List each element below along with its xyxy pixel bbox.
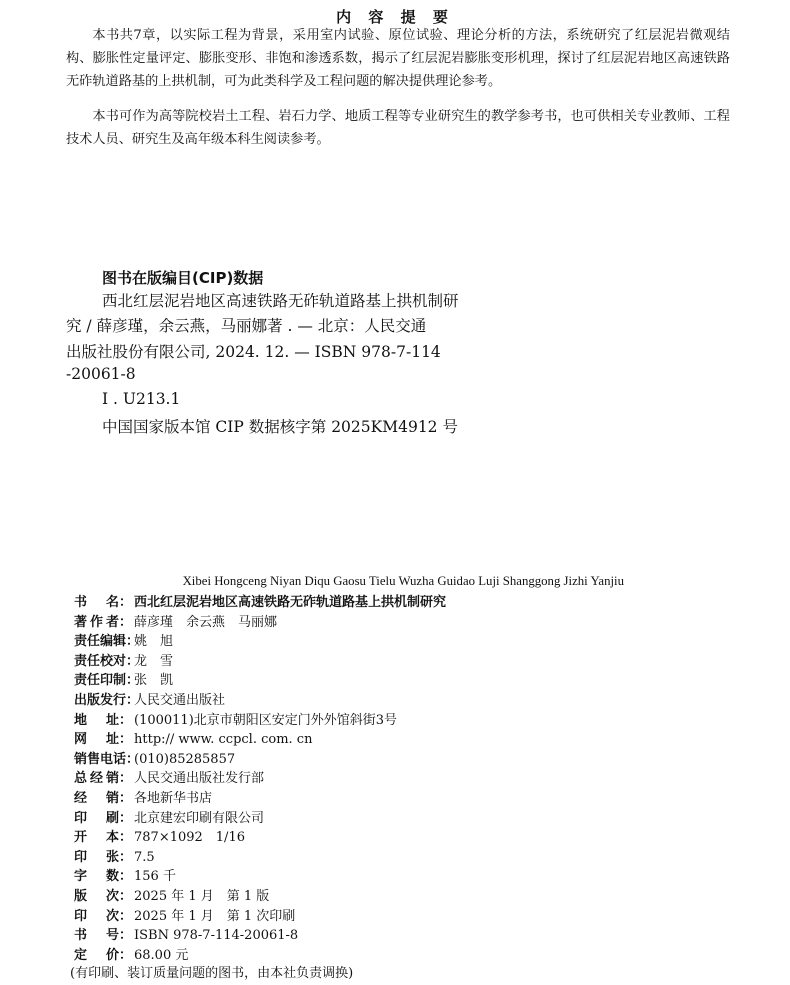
info-row bbox=[74, 711, 397, 731]
info-label-part: 开 bbox=[74, 830, 88, 846]
info-row bbox=[74, 593, 446, 613]
info-value: 7.5 bbox=[134, 849, 155, 865]
info-label-part: 次： bbox=[105, 908, 132, 924]
info-label-part: 销： bbox=[105, 791, 132, 806]
info-label bbox=[74, 828, 132, 848]
info-row bbox=[74, 769, 264, 789]
info-label bbox=[74, 652, 140, 672]
info-label-part: 址： bbox=[105, 712, 132, 728]
info-row bbox=[74, 613, 277, 633]
info-label bbox=[74, 593, 132, 613]
info-label bbox=[74, 632, 140, 652]
info-row bbox=[74, 828, 245, 848]
info-row bbox=[74, 652, 173, 672]
info-label bbox=[74, 907, 132, 927]
info-value: (100011)北京市朝阳区安定门外外馆斜街3号 bbox=[134, 712, 398, 728]
info-label-part: 张： bbox=[105, 849, 132, 865]
info-label-part: 地 bbox=[74, 712, 88, 728]
info-row bbox=[74, 926, 298, 946]
info-label bbox=[74, 671, 140, 691]
info-label-part: 定 bbox=[74, 947, 88, 963]
summary-paragraph-1: 本书共7章，以实际工程为背景，采用室内试验、原位试验、理论分析的方法，系统研究了红层泥岩微观结构、膨胀性定量评定、膨胀变形、非饱和渗透系数，揭示了红层泥岩膨胀变形机理，探讨了红层泥岩地区高速铁路无砟轨道路基的上拱机制，可为此类科学及工程问题的解决提供理论参考。 bbox=[66, 28, 730, 89]
info-label-part: 责任校对： bbox=[74, 653, 140, 669]
info-value: 人民交通出版社发行部 bbox=[134, 771, 265, 787]
info-label bbox=[74, 867, 132, 887]
cip-line-4: -20061-8 bbox=[66, 365, 136, 383]
cip-line-1: 西北红层泥岩地区高速铁路无砟轨道路基上拱机制研 bbox=[102, 292, 459, 310]
info-value: 2025 年 1 月 第 1 次印刷 bbox=[134, 908, 296, 924]
cip-line-6: 中国国家版本馆 CIP 数据核字第 2025KM4912 号 bbox=[102, 418, 458, 436]
cip-line-5: Ⅰ . U213.1 bbox=[102, 390, 181, 408]
info-value: 787×1092 1/16 bbox=[134, 830, 245, 846]
info-value: http:// www. ccpcl. com. cn bbox=[134, 732, 313, 748]
info-label-part: 责任编辑： bbox=[74, 634, 140, 650]
info-label-part: 责任印制： bbox=[74, 673, 140, 689]
info-label-part: 印 bbox=[74, 849, 88, 865]
summary-heading: 内 容 提 要 bbox=[336, 8, 454, 26]
info-value: 张 凯 bbox=[134, 673, 174, 689]
footnote: (有印刷、装订质量问题的图书，由本社负责调换) bbox=[70, 966, 354, 981]
info-row bbox=[74, 671, 173, 691]
info-label-part: 刷： bbox=[105, 810, 132, 826]
info-label bbox=[74, 691, 140, 711]
info-label-part: 书 bbox=[74, 928, 88, 944]
info-label-part: 出版发行： bbox=[74, 693, 140, 708]
info-label bbox=[74, 926, 132, 946]
info-row bbox=[74, 867, 176, 887]
info-value: 薛彦瑾 余云燕 马丽娜 bbox=[134, 614, 278, 630]
info-row bbox=[74, 809, 264, 829]
info-label-part: 名： bbox=[105, 595, 132, 610]
info-value: 各地新华书店 bbox=[134, 791, 213, 806]
info-label-part: 经 bbox=[89, 771, 103, 787]
cip-line-3: 出版社股份有限公司, 2024. 12. — ISBN 978-7-114 bbox=[66, 343, 441, 361]
info-label-part: 销： bbox=[105, 771, 132, 787]
info-label-part: 版 bbox=[74, 889, 88, 904]
info-value: 156 千 bbox=[134, 869, 176, 885]
info-label-part: 本： bbox=[105, 830, 132, 846]
info-label-part: 作 bbox=[89, 614, 103, 630]
info-value: (010)85285857 bbox=[134, 751, 236, 767]
cip-title: 图书在版编目(CIP)数据 bbox=[102, 269, 264, 287]
info-row bbox=[74, 789, 212, 809]
info-label-part: 书 bbox=[74, 595, 88, 610]
info-label-part: 次： bbox=[105, 889, 132, 904]
info-label bbox=[74, 613, 132, 633]
info-value: 68.00 元 bbox=[134, 947, 189, 963]
info-label bbox=[74, 711, 132, 731]
info-value: 姚 旭 bbox=[134, 634, 174, 650]
info-label-part: 号： bbox=[105, 928, 132, 944]
info-value: 西北红层泥岩地区高速铁路无砟轨道路基上拱机制研究 bbox=[134, 595, 447, 610]
info-label bbox=[74, 750, 140, 770]
cip-line-2: 究 / 薛彦瑾，余云燕，马丽娜著 . — 北京：人民交通 bbox=[66, 317, 427, 335]
info-label bbox=[74, 887, 132, 907]
info-label-part: 址： bbox=[105, 732, 132, 748]
info-label-part: 网 bbox=[74, 732, 88, 748]
info-label-part: 数： bbox=[105, 869, 132, 885]
info-row bbox=[74, 750, 235, 770]
summary-paragraph-2: 本书可作为高等院校岩土工程、岩石力学、地质工程等专业研究生的教学参考书，也可供相关专业教师、工程技术人员、研究生及高年级本科生阅读参考。 bbox=[66, 109, 730, 147]
info-row bbox=[74, 848, 155, 868]
info-row bbox=[74, 887, 269, 907]
info-label-part: 印 bbox=[74, 810, 88, 826]
info-label-part: 销售电话： bbox=[74, 751, 140, 767]
info-value: ISBN 978-7-114-20061-8 bbox=[134, 928, 299, 944]
pinyin-title: Xibei Hongceng Niyan Diqu Gaosu Tielu Wuzha Guidao Luji Shanggong Jizhi Yanjiu bbox=[182, 574, 624, 588]
info-label-part: 总 bbox=[74, 771, 88, 787]
info-value: 2025 年 1 月 第 1 版 bbox=[134, 889, 270, 904]
info-row bbox=[74, 691, 225, 711]
info-row bbox=[74, 632, 173, 652]
info-value: 北京建宏印刷有限公司 bbox=[134, 810, 265, 826]
info-label-part: 著 bbox=[74, 614, 88, 630]
info-value: 人民交通出版社 bbox=[134, 693, 226, 708]
info-label-part: 经 bbox=[74, 791, 88, 806]
info-value: 龙 雪 bbox=[134, 653, 174, 669]
info-label-part: 者： bbox=[105, 614, 132, 630]
info-label bbox=[74, 848, 132, 868]
info-label-part: 价： bbox=[105, 947, 132, 963]
info-label bbox=[74, 730, 132, 750]
info-row bbox=[74, 730, 312, 750]
info-row bbox=[74, 907, 295, 927]
info-label bbox=[74, 789, 132, 809]
info-label bbox=[74, 809, 132, 829]
info-label bbox=[74, 769, 132, 789]
info-label-part: 印 bbox=[74, 908, 88, 924]
info-label-part: 字 bbox=[74, 869, 88, 885]
